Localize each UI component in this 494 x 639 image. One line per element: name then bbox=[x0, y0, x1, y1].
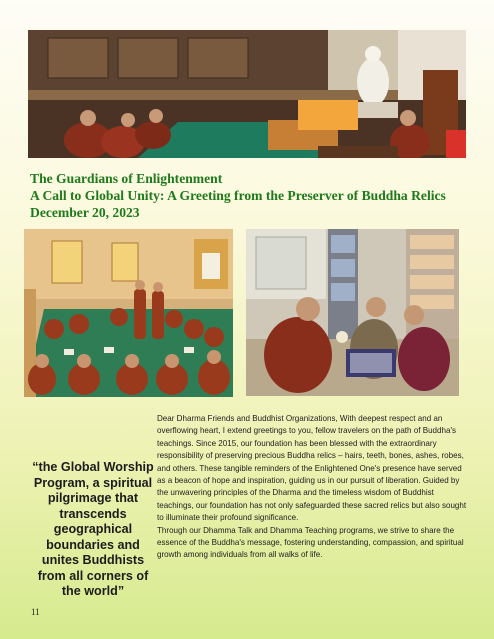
page-number: 11 bbox=[31, 607, 40, 617]
body-text bbox=[157, 413, 469, 562]
body-paragraph-1: Dear Dharma Friends and Buddhist Organizations, With deepest respect and an overflowing heart, I extend greetings to you, fellow travelers on the path of Buddha's teachings. Since 2015, our foundation has been blessed with the extraordinary responsibility of preserving precious Buddha relics – hairs, teeth, bones, ashes, robes, and others. These tangible reminders of the Enlightened One's presence have served as a beacon of hope and inspiration, guiding us in our pursuit of liberation. Guided by the unwavering principles of the Dharma and the timeless wisdom of Buddhist teachings, our foundation has not only safeguarded these sacred relics but also sought to illuminate their profound significance. bbox=[157, 414, 467, 523]
article-subtitle: A Call to Global Unity: A Greeting from the Preserver of Buddha Relics bbox=[30, 188, 446, 203]
photo-monks-circle bbox=[24, 229, 233, 397]
body-paragraph-2: Through our Dhamma Talk and Dhamma Teaching programs, we strive to share the essence of the Buddha's message, fostering understanding, compassion, and spiritual growth among individuals from all walks of life. bbox=[157, 525, 464, 560]
article-heading bbox=[30, 170, 470, 221]
article-date: December 20, 2023 bbox=[30, 205, 140, 220]
pull-quote: “the Global Worship Program, a spiritual pilgrimage that transcends geographical boundaries and unites Buddhists from all corners of the world” bbox=[32, 460, 154, 598]
article-title: The Guardians of Enlightenment bbox=[30, 171, 223, 186]
photo-relic-offering bbox=[246, 229, 459, 396]
hero-photo-monastery-hall bbox=[28, 30, 466, 158]
